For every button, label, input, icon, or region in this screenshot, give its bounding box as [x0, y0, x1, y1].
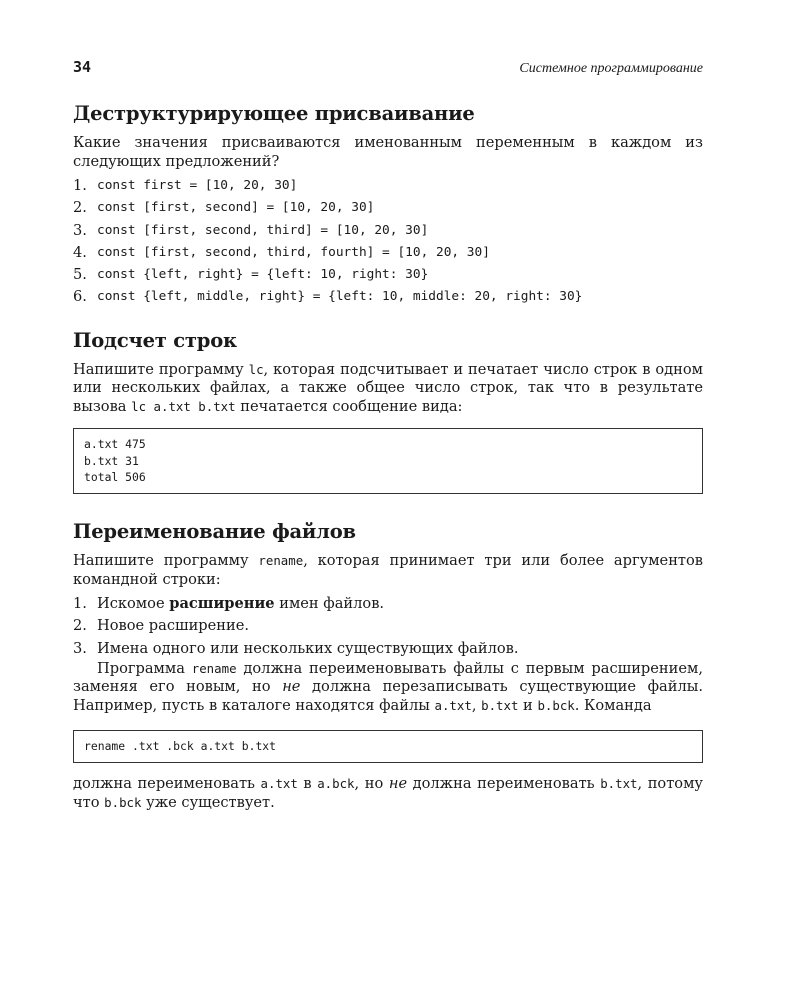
code-snippet: const {left, middle, right} = {left: 10, middle: 20, right: 30}: [97, 289, 583, 305]
list-item: 5. const {left, right} = {left: 10, right: 30}: [73, 264, 703, 286]
code-snippet: const {left, right} = {left: 10, right: 30}: [97, 267, 429, 283]
section-title-destructuring: Деструктурирующее присваивание: [73, 102, 475, 125]
running-title: Системное программирование: [519, 61, 703, 76]
section-paragraph: должна переименовать a.txt в a.bck, но не должна переименовать b.txt, потому что b.bck уже существует.: [73, 775, 704, 811]
section-intro: Какие значения присваиваются именованным переменным в каждом из следующих предложений?: [73, 134, 703, 170]
list-item: 3. const [first, second, third] = [10, 20, 30]: [73, 220, 703, 242]
code-snippet: const [first, second, third] = [10, 20, 30]: [97, 222, 429, 238]
list-item: 3. Имена одного или нескольких существующих файлов.: [73, 639, 519, 657]
code-block: a.txt 475 b.txt 31 total 506: [73, 428, 703, 494]
section-paragraph: Напишите программу rename, которая принимает три или более аргументов командной строки:: [73, 552, 703, 588]
code-snippet: const [first, second] = [10, 20, 30]: [97, 200, 375, 216]
list-item: 6. const {left, middle, right} = {left: 10, middle: 20, right: 30}: [73, 286, 703, 308]
section-paragraph: Напишите программу lc, которая подсчитывает и печатает число строк в одном или нескольких файлах, а также общее число строк, так что в результате вызова lc a.txt b.txt печатается сообщение вида:: [73, 360, 703, 415]
list-item: 4. const [first, second, third, fourth] = [10, 20, 30]: [73, 242, 703, 264]
book-page: [73, 58, 703, 812]
page-number: 34: [73, 58, 92, 76]
section-title-rename-files: Переименование файлов: [73, 520, 356, 544]
list-item: 2. Новое расширение.: [73, 617, 250, 635]
list-item: 1. const first = [10, 20, 30]: [73, 175, 703, 197]
list-item: 2. const [first, second] = [10, 20, 30]: [73, 197, 703, 219]
section-title-line-count: Подсчет строк: [73, 328, 237, 352]
code-snippet: const [first, second, third, fourth] = [10, 20, 30]: [97, 244, 490, 260]
running-head: [73, 58, 703, 86]
code-snippet: const first = [10, 20, 30]: [97, 178, 298, 193]
list-item: 1. Искомое расширение имен файлов.: [73, 595, 385, 613]
argument-list: [73, 593, 703, 660]
section-paragraph: Программа rename должна переименовывать файлы с первым расширением, заменяя его новым, но не должна перезаписывать существующие файлы. Например, пусть в каталоге находятся файлы a.txt, b.txt и b.bck. Команда: [73, 659, 704, 714]
question-list: [73, 175, 703, 309]
code-block: rename .txt .bck a.txt b.txt: [73, 730, 703, 763]
